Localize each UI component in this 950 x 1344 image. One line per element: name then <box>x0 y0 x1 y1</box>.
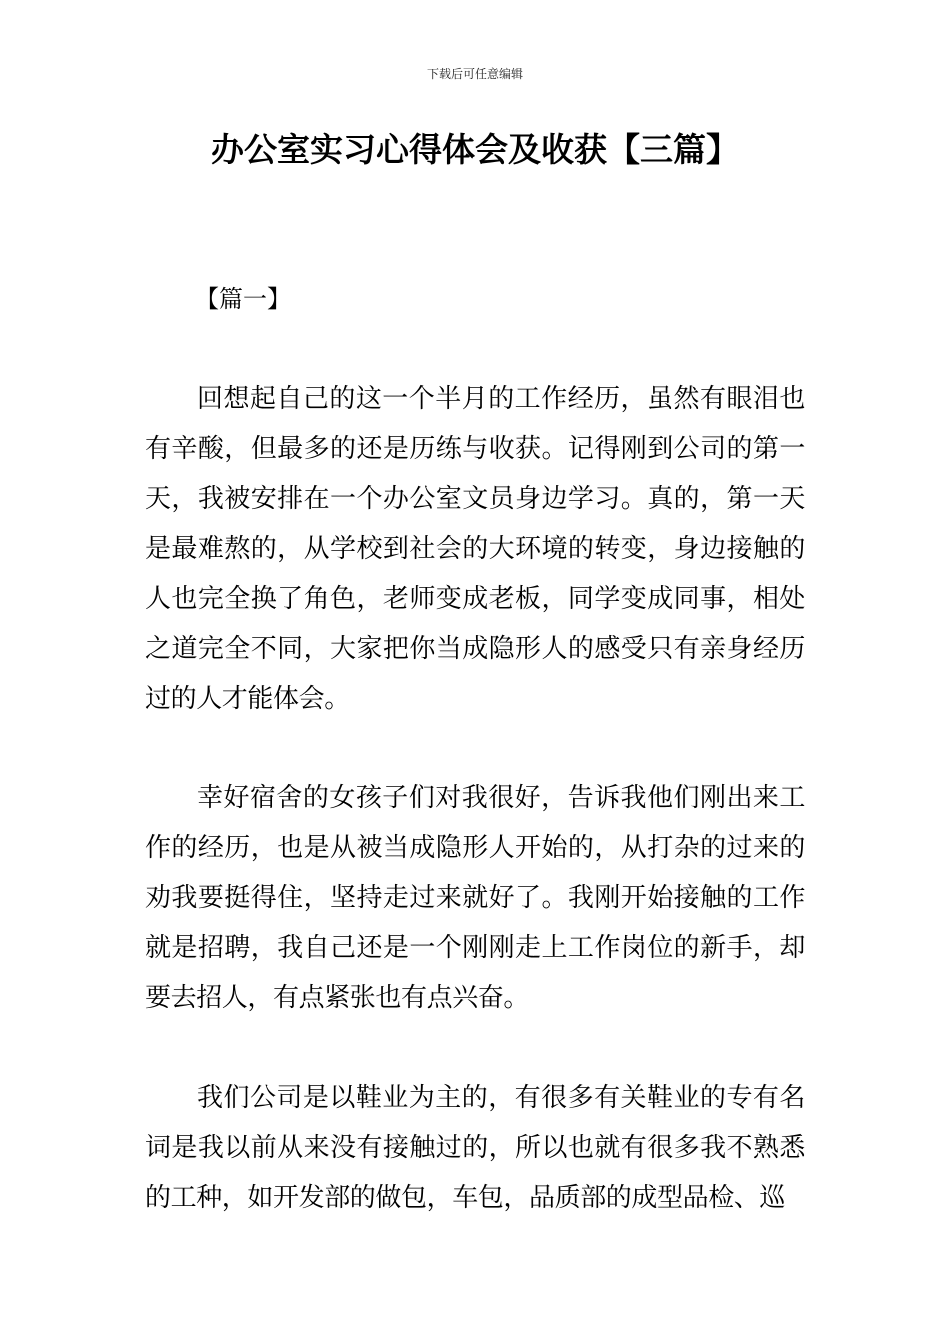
document-title: 办公室实习心得体会及收获【三篇】 <box>211 130 739 169</box>
section-heading: 【篇一】 <box>195 285 291 313</box>
body-paragraph-2: 幸好宿舍的女孩子们对我很好，告诉我他们刚出来工作的经历，也是从被当成隐形人开始的，从打杂的过来的劝我要挺得住，坚持走过来就好了。我刚开始接触的工作就是招聘，我自己还是一个刚刚走上工作岗位的新手，却要去招人，有点紧张也有点兴奋。 <box>145 783 805 1013</box>
header-note: 下载后可任意编辑 <box>426 67 523 81</box>
body-paragraph-3: 我们公司是以鞋业为主的，有很多有关鞋业的专有名词是我以前从来没有接触过的，所以也就有很多我不熟悉的工种，如开发部的做包，车包，品质部的成型品检、巡 <box>145 1083 805 1213</box>
body-paragraph-1: 回想起自己的这一个半月的工作经历，虽然有眼泪也有辛酸，但最多的还是历练与收获。记得刚到公司的第一天，我被安排在一个办公室文员身边学习。真的，第一天是最难熬的，从学校到社会的大环境的转变，身边接触的人也完全换了角色，老师变成老板，同学变成同事，相处之道完全不同，大家把你当成隐形人的感受只有亲身经历过的人才能体会。 <box>145 384 805 714</box>
